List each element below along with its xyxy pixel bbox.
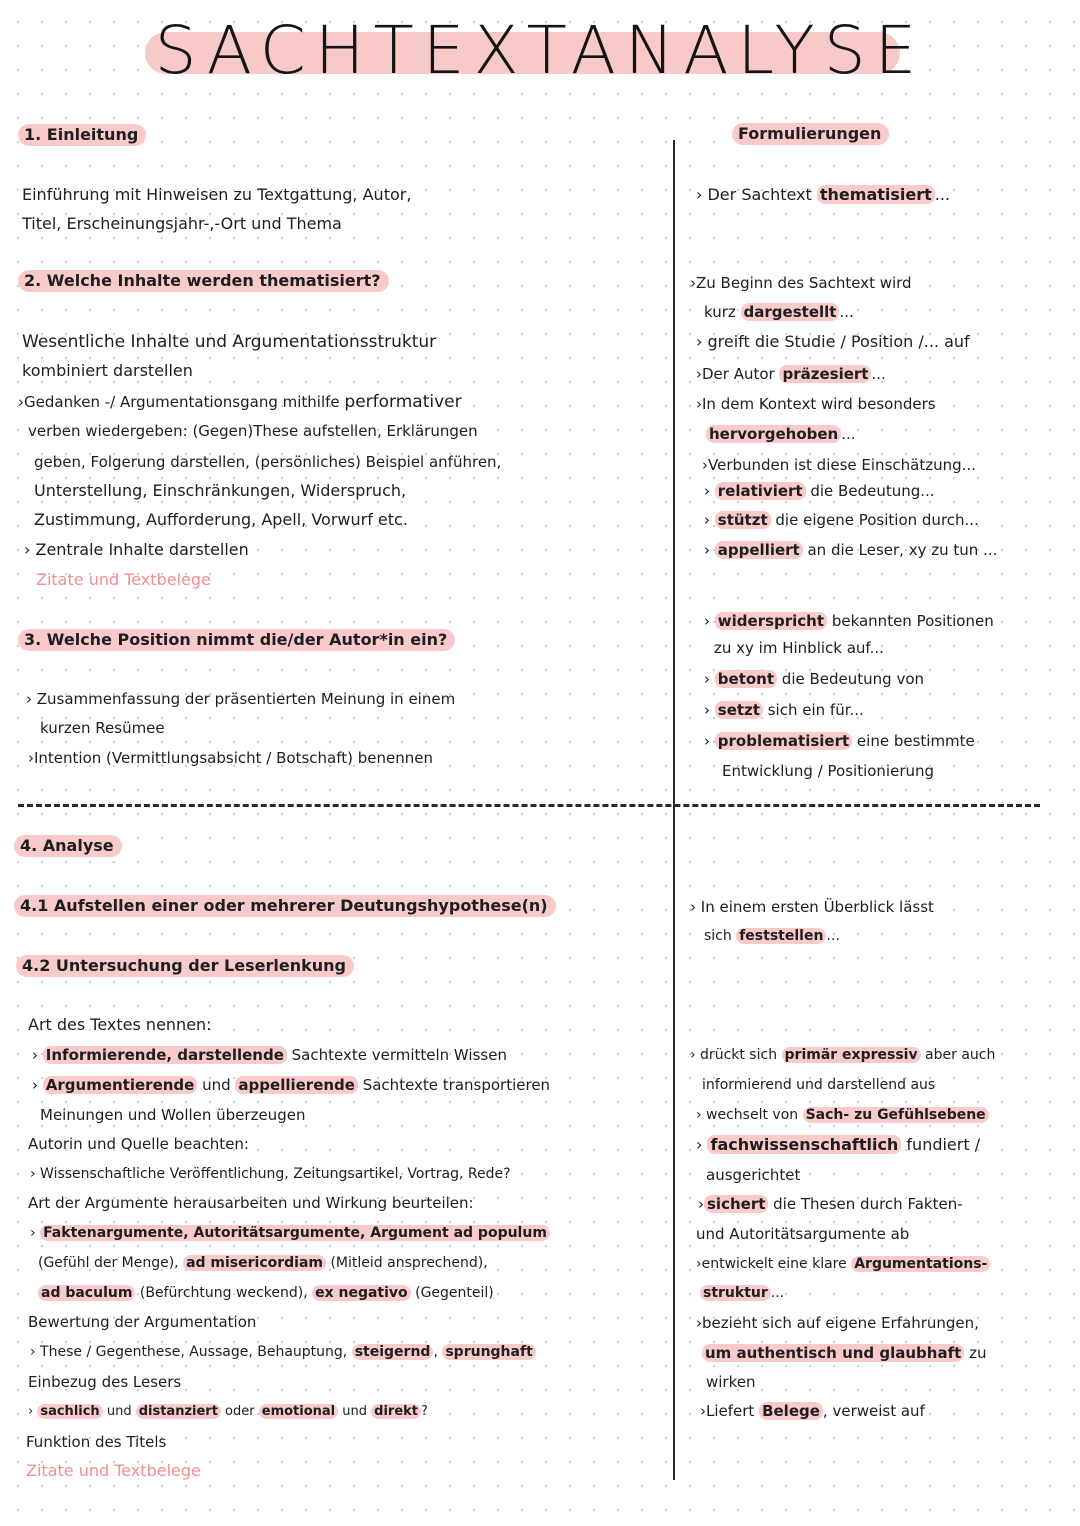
inhalte-list-line-4: Zustimmung, Aufforderung, Apell, Vorwurf etc.: [34, 510, 408, 529]
analyse-funktion-titel: Funktion des Titels: [26, 1433, 167, 1451]
heading-formulierungen: Formulierungen: [732, 123, 889, 145]
inhalte-list-line-3: Unterstellung, Einschränkungen, Widerspruch,: [34, 481, 407, 500]
analyse-argumenttypen: › Faktenargumente, Autoritätsargumente, Argument ad populum: [30, 1222, 550, 1244]
inhalte-line-2: kombiniert darstellen: [22, 361, 193, 380]
formulierung-line: › wechselt von Sach- zu Gefühlsebene: [696, 1104, 989, 1126]
analyse-quelle-arten: › Wissenschaftliche Veröffentlichung, Zeitungsartikel, Vortrag, Rede?: [30, 1166, 511, 1182]
analyse-sachlich: › sachlich und distanziert oder emotional und direkt ?: [28, 1404, 428, 1419]
page-title: SACHTEXTANALYSE: [154, 12, 926, 89]
inhalte-list-line-1: verben wiedergeben: (Gegen)These aufstellen, Erklärungen: [28, 422, 478, 440]
analyse-ad-misericordiam: (Gefühl der Menge), ad misericordiam (Mitleid ansprechend),: [38, 1255, 488, 1271]
formulierung-line: ›Liefert Belege , verweist auf: [700, 1402, 925, 1420]
formulierung-line: struktur ...: [700, 1282, 784, 1304]
formulierung-line: › betont die Bedeutung von: [704, 670, 925, 688]
analyse-einbezug: Einbezug des Lesers: [28, 1373, 182, 1391]
formulierung-line: und Autoritätsargumente ab: [696, 1225, 910, 1243]
inhalte-bullet-zentrale: › Zentrale Inhalte darstellen: [24, 540, 249, 559]
formulierung-line: › appelliert an die Leser, xy zu tun ...: [704, 541, 998, 559]
inhalte-list-line-2: geben, Folgerung darstellen, (persönliches) Beispiel anführen,: [34, 453, 502, 471]
formulierung-line: › fachwissenschaftlich fundiert /: [696, 1135, 981, 1154]
analyse-autorin: Autorin und Quelle beachten:: [28, 1135, 249, 1153]
column-divider: [673, 140, 675, 1480]
formulierung-line: ausgerichtet: [706, 1166, 801, 1184]
formulierung-line: › sichert die Thesen durch Fakten-: [698, 1195, 963, 1213]
formulierung-line: ›Der Autor präzesiert ...: [696, 365, 886, 383]
analyse-informierende: › Informierende, darstellende Sachtexte vermitteln Wissen: [32, 1046, 507, 1064]
analyse-zitate: Zitate und Textbelege: [26, 1461, 201, 1480]
formulierung-line: ›In dem Kontext wird besonders: [696, 395, 936, 413]
position-line-3: ›Intention (Vermittlungsabsicht / Botschaft) benennen: [28, 749, 433, 767]
formulierung-line: zu xy im Hinblick auf...: [714, 639, 884, 657]
formulierung-line: wirken: [706, 1373, 756, 1391]
formulierung-line: › greift die Studie / Position /... auf: [696, 332, 970, 351]
formulierung-thematisiert: › Der Sachtext thematisiert ...: [696, 185, 951, 204]
formulierung-line: › problematisiert eine bestimmte: [704, 732, 975, 750]
heading-analyse: 4. Analyse: [14, 835, 122, 857]
title-area: [0, 6, 1080, 96]
analyse-ad-baculum: ad baculum (Befürchtung weckend), ex negativo (Gegenteil): [38, 1282, 494, 1304]
formulierung-line: Entwicklung / Positionierung: [722, 762, 935, 780]
formulierung-line: sich feststellen ...: [704, 928, 840, 944]
formulierung-line: › widerspricht bekannten Positionen: [704, 612, 994, 630]
heading-leserlenkung: 4.2 Untersuchung der Leserlenkung: [16, 955, 354, 977]
einleitung-line-2: Titel, Erscheinungsjahr-,-Ort und Thema: [22, 214, 342, 233]
heading-einleitung: 1. Einleitung: [18, 124, 146, 146]
formulierung-line: ›Verbunden ist diese Einschätzung...: [702, 456, 976, 474]
formulierung-line: ›entwickelt eine klare Argumentations-: [696, 1253, 990, 1275]
formulierung-line: › stützt die eigene Position durch...: [704, 511, 979, 529]
formulierung-line: informierend und darstellend aus: [702, 1077, 936, 1093]
position-line-2: kurzen Resümee: [40, 719, 165, 737]
formulierung-line: ›Zu Beginn des Sachtext wird: [690, 274, 912, 292]
formulierung-line: › drückt sich primär expressiv aber auch: [690, 1047, 996, 1063]
einleitung-line-1: Einführung mit Hinweisen zu Textgattung, Autor,: [22, 185, 412, 204]
heading-position: 3. Welche Position nimmt die/der Autor*in ein?: [18, 629, 455, 651]
section-divider-dashed: [18, 804, 1040, 807]
inhalte-line-1: Wesentliche Inhalte und Argumentationsstruktur: [22, 332, 437, 352]
inhalte-zitate: Zitate und Textbelege: [36, 570, 211, 589]
formulierung-line: › setzt sich ein für...: [704, 701, 864, 719]
inhalte-bullet-gedanken: ›Gedanken -/ Argumentationsgang mithilfe performativer: [18, 392, 462, 412]
heading-deutungshypothese: 4.1 Aufstellen einer oder mehrerer Deutungshypothese(n): [14, 895, 556, 917]
formulierung-line: › relativiert die Bedeutung...: [704, 482, 935, 500]
formulierung-line: ›bezieht sich auf eigene Erfahrungen,: [696, 1314, 979, 1332]
formulierung-line: hervorgehoben ...: [706, 423, 856, 445]
position-line-1: › Zusammenfassung der präsentierten Meinung in einem: [26, 690, 456, 708]
analyse-bewertung: Bewertung der Argumentation: [28, 1313, 257, 1331]
analyse-these: › These / Gegenthese, Aussage, Behauptung, steigernd , sprunghaft: [30, 1341, 536, 1363]
formulierung-line: kurz dargestellt ...: [704, 303, 854, 321]
analyse-art-der-argumente: Art der Argumente herausarbeiten und Wirkung beurteilen:: [28, 1194, 474, 1212]
formulierung-line: um authentisch und glaubhaft zu: [702, 1342, 986, 1364]
analyse-meinungen: Meinungen und Wollen überzeugen: [40, 1106, 306, 1124]
formulierung-line: › In einem ersten Überblick lässt: [690, 898, 934, 916]
heading-inhalte: 2. Welche Inhalte werden thematisiert?: [18, 270, 389, 292]
analyse-art-des-textes: Art des Textes nennen:: [28, 1015, 212, 1034]
analyse-argumentierende: › Argumentierende und appellierende Sachtexte transportieren: [32, 1076, 551, 1094]
